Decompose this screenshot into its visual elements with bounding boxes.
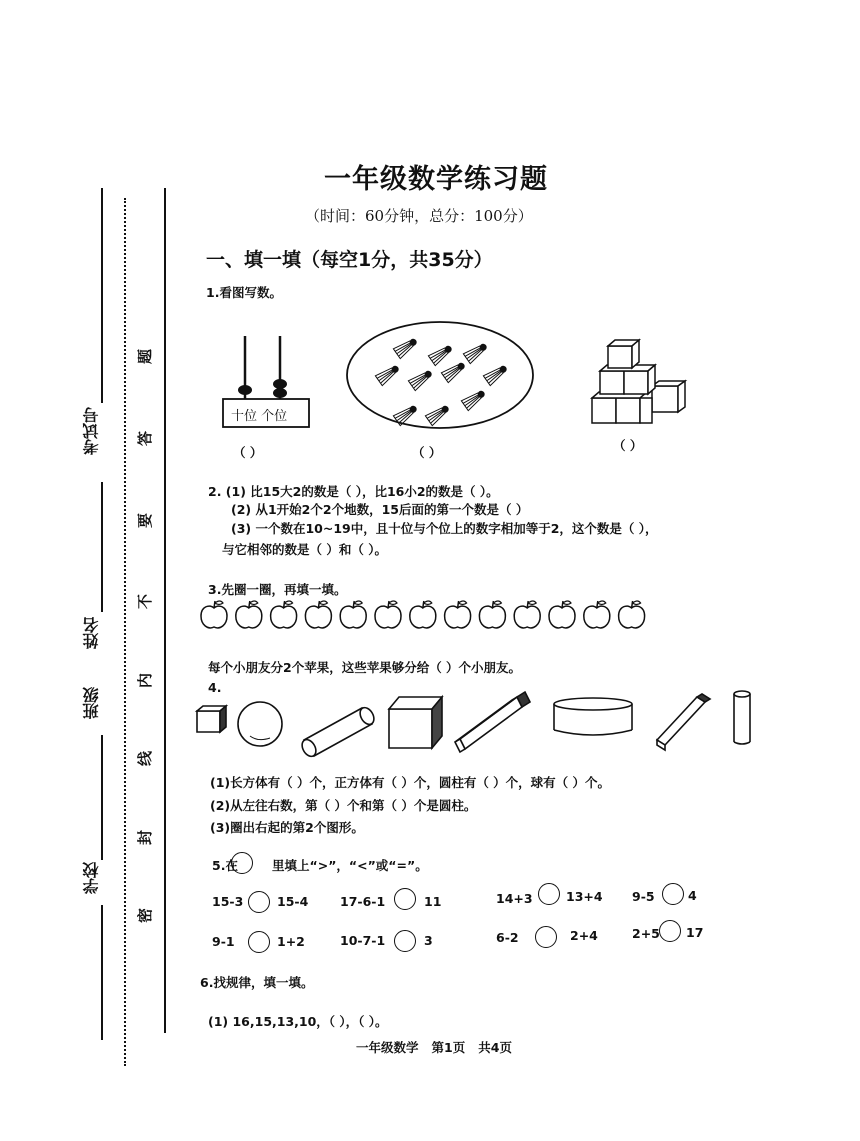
seal-char-1: 题 <box>136 348 155 365</box>
apple-icon <box>236 601 262 628</box>
seal-char-8: 密 <box>136 907 155 924</box>
q4-line-1: (1)长方体有（ ）个，正方体有（ ）个，圆柱有（ ）个，球有（ ）个。 <box>210 775 611 790</box>
apple-icon <box>584 601 610 628</box>
q4-line-3: (3)圈出右起的第2个图形。 <box>210 820 364 835</box>
seal-char-4: 不 <box>136 593 155 610</box>
apple-icon <box>619 601 645 628</box>
seal-char-6: 线 <box>136 750 155 767</box>
field-class: 班级 <box>82 687 101 719</box>
field-name: 姓名 <box>82 617 101 649</box>
cmp-left: 9-1 <box>212 934 235 949</box>
cmp-left: 6-2 <box>496 930 519 945</box>
field-school: 学校 <box>82 862 101 894</box>
compare-circle[interactable] <box>538 883 560 905</box>
cmp-right: 17 <box>686 925 704 940</box>
compare-circle[interactable] <box>248 891 270 913</box>
cmp-right: 11 <box>424 894 442 909</box>
cmp-left: 10-7-1 <box>340 933 386 948</box>
apple-icon <box>305 601 331 628</box>
apple-row <box>198 598 678 634</box>
cmp-left: 14+3 <box>496 891 533 906</box>
apple-icon <box>271 601 297 628</box>
name-underline <box>101 482 103 612</box>
cmp-left: 2+5 <box>632 926 660 941</box>
q2-line-2: (2) 从1开始2个2个地数，15后面的第一个数是（ ） <box>231 502 529 517</box>
q1-blank-1: （ ） <box>233 445 263 460</box>
compare-circle[interactable] <box>394 930 416 952</box>
apple-icon <box>410 601 436 628</box>
cube-stack-figure <box>590 338 690 428</box>
apple-icon <box>514 601 540 628</box>
q4-line-2: (2)从左往右数，第（ ）个和第（ ）个是圆柱。 <box>210 798 477 813</box>
apple-icon <box>479 601 505 628</box>
q4-title: 4. <box>208 680 222 695</box>
apple-icon <box>340 601 366 628</box>
cmp-right: 2+4 <box>570 928 598 943</box>
q3-text: 每个小朋友分2个苹果，这些苹果够分给（ ）个小朋友。 <box>208 660 522 675</box>
seal-char-5: 内 <box>136 672 155 689</box>
cmp-left: 9-5 <box>632 889 655 904</box>
class-underline <box>101 735 103 860</box>
compare-circle[interactable] <box>394 888 416 910</box>
solid-shapes-row <box>192 682 762 754</box>
cmp-right: 3 <box>424 933 433 948</box>
q2-line-1: 2. (1) 比15大2的数是（ ），比16小2的数是（ ）。 <box>208 484 499 499</box>
q1-blank-2: （ ） <box>412 445 442 460</box>
q2-line-3: (3) 一个数在10~19中，且十位与个位上的数字相加等于2，这个数是（ ）， <box>231 521 658 536</box>
page-footer: 一年级数学 第1页 共4页 <box>356 1040 513 1055</box>
abacus-label: 十位 个位 <box>231 409 288 424</box>
cmp-left: 17-6-1 <box>340 894 386 909</box>
apple-icon <box>375 601 401 628</box>
exam-number-underline <box>101 188 103 403</box>
binding-dotted-line <box>124 198 126 1066</box>
seal-char-2: 答 <box>136 430 155 447</box>
cmp-right: 15-4 <box>277 894 309 909</box>
q1-blank-3: （ ） <box>613 438 643 453</box>
compare-circle[interactable] <box>662 883 684 905</box>
seal-char-7: 封 <box>136 829 155 846</box>
field-exam-number: 考试号 <box>82 407 101 455</box>
q5-prefix: 5.在 <box>212 858 238 873</box>
cmp-right: 13+4 <box>566 889 603 904</box>
apple-icon <box>445 601 471 628</box>
school-underline <box>101 905 103 1040</box>
section-heading: 一、填一填（每空1分，共35分） <box>206 249 493 271</box>
apple-icon <box>201 601 227 628</box>
compare-circle[interactable] <box>248 931 270 953</box>
q5-suffix: 里填上“>”，“<”或“=”。 <box>272 858 428 873</box>
compare-circle[interactable] <box>535 926 557 948</box>
q6-title: 6.找规律，填一填。 <box>200 975 314 990</box>
page-title: 一年级数学练习题 <box>324 164 548 195</box>
cmp-left: 15-3 <box>212 894 244 909</box>
q2-line-4: 与它相邻的数是（ ）和（ ）。 <box>222 542 387 557</box>
q3-title: 3.先圈一圈，再填一填。 <box>208 582 347 597</box>
cmp-right: 4 <box>688 888 697 903</box>
q1-title: 1.看图写数。 <box>206 285 282 300</box>
q5-example-circle <box>231 852 253 874</box>
shuttlecock-group-figure <box>345 320 535 430</box>
cmp-right: 1+2 <box>277 934 305 949</box>
binding-solid-line <box>164 188 166 1033</box>
page-subtitle: （时间：60分钟，总分：100分） <box>305 207 533 225</box>
seal-char-3: 要 <box>136 512 155 529</box>
apple-icon <box>549 601 575 628</box>
q6-line-1: (1) 16,15,13,10，（ ），（ ）。 <box>208 1014 388 1029</box>
compare-circle[interactable] <box>659 920 681 942</box>
